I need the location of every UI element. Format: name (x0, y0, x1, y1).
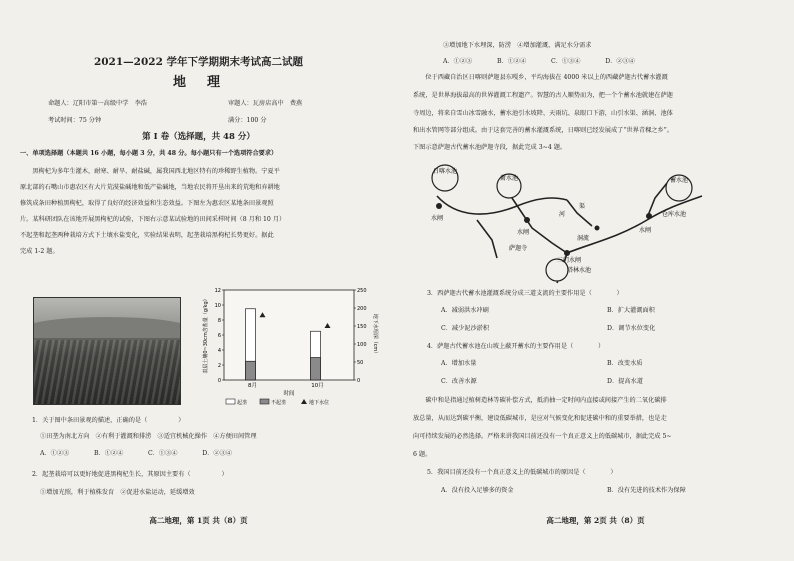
label-culvert: 洞流 (577, 235, 590, 242)
legend-swatch-ridge (226, 399, 235, 404)
legend-label: 起垄 (237, 400, 248, 406)
question-5-choice-a: A．没有投入足够多的资金 (441, 487, 514, 494)
label-temple: 萨迦寺 (509, 245, 528, 252)
question-4-choice-a: A．增加水量 (441, 360, 477, 367)
right-footer: 高二地理，第 2页 共（8）页 (546, 516, 645, 525)
passage2-line: 寺周边，将来自雪山冰雪融水，蓄水池引水坡降、天雨坑、泉眼口下游，山引水渠、涵洞、池体 (413, 110, 673, 117)
y-right-tick-label: 150 (357, 324, 367, 330)
subject-title: 地 理 (172, 75, 224, 90)
x-axis-title: 时间 (283, 391, 295, 397)
y-right-tick-label: 200 (357, 306, 367, 312)
channel-west (437, 196, 567, 214)
gate-marker (595, 226, 600, 231)
section1-heading: 一、单项选择题（本题共 16 小题，每小题 3 分，共 48 分。每小题只有一个选项符合要求） (20, 150, 278, 157)
passage2-line: 下图示意萨迦古代蓄水池萨迦寺段，据此完成 3~4 题。 (413, 144, 567, 151)
label-south-pool: 塔林水池 (567, 267, 592, 274)
y-tick-label: 4 (217, 348, 221, 354)
y-right-tick-label: 50 (357, 360, 364, 366)
left-footer: 高二地理，第 1页 共（8）页 (149, 516, 248, 525)
x-tick-label: 10月 (311, 383, 324, 389)
question-3-choice-a: A．减弱洪水冲刷 (441, 307, 489, 314)
question-2-options: ①增加光照，利于植株发育 ②促进水盐运动，延缓增效 (40, 489, 195, 496)
gate-marker (646, 213, 652, 219)
question-4-choice-c: C．改善水源 (441, 378, 477, 385)
exam-title: 2021—2022 学年下学期期末考试高二试题 (93, 56, 304, 68)
label-three-gates: 三门水闸 (557, 257, 582, 264)
passage3-line: 向可持续发展的必然选择。严格来讲我国目前还没有一个真正意义上的低碳城市，据此完成 5~ (413, 433, 672, 440)
part1-title: 第 Ⅰ 卷（选择题，共 48 分） (142, 132, 255, 142)
question-1-choices: A．①②③ B．①②④ C．①③④ D．②③④ (40, 450, 232, 457)
y-tick-label: 8 (217, 318, 221, 324)
reviewer-line: 审题人：瓦房店高中 费燕 (228, 100, 303, 107)
gate-marker (564, 250, 570, 256)
time-line: 考试时间：75 分钟 (48, 117, 102, 124)
score-line: 满分：100 分 (228, 117, 267, 124)
plot-frame (224, 290, 354, 380)
gate-marker (524, 217, 530, 223)
y-tick-label: 2 (217, 363, 221, 369)
question-4-choice-d: D．提高水道 (607, 378, 643, 385)
passage2-line: 和出水管网等部分组成。由于这套完善的蓄水灌溉系统，日喀则已经发展成了“世界青稞之乡”。 (413, 127, 674, 134)
y-right-tick-label: 100 (357, 342, 367, 348)
channel-branch (477, 220, 497, 258)
label-gate-3: 水闸 (639, 227, 652, 234)
question-4-choice-b: B．改变水质 (607, 360, 643, 367)
y-right-tick-label: 250 (357, 288, 367, 294)
passage1-line: 黑枸杞为多年生灌木，耐寒、耐旱、耐盐碱，属我国西北地区特有的珍稀野生植物。宁夏平 (20, 168, 280, 175)
question-2: 2．起垄栽培可以更好地促进黑枸杞生长，其原因主要有（ ） (32, 471, 228, 478)
passage1-line: 不起垄和起垄两种栽培方式下土壤水盐变化，实验结果表明，起垄栽培黑枸杞长势更好。据此 (20, 232, 274, 239)
question-1: 1．关于图中条田景观的描述，正确的是（ ） (32, 417, 185, 424)
legend-swatch-no-ridge (260, 399, 269, 404)
top-options: ③增加地下水埋深，防涝 ④增加灌溉，满足水分需求 (443, 42, 592, 49)
passage3-line: 放总量，从而达到碳平衡，建设低碳城市，是应对气候变化和促进碳中和的重要举措，也是走 (413, 415, 667, 422)
label-gate-1: 水闸 (431, 215, 444, 222)
label-channel: 渠 (579, 203, 586, 210)
salinity-bar-chart (184, 282, 394, 408)
label-north-pool: 日喀水池 (432, 168, 458, 175)
right-page (397, 0, 794, 561)
question-1-options: ①田垄为南北方向 ②有利于灌溉和排涝 ③适宜机械化操作 ④方便田间管理 (40, 433, 257, 440)
passage2-line: 位于西藏自治区日喀则萨迦县东嘎乡，平均海拔在 4000 米以上的西藏萨迦古代蓄水灌溉 (413, 74, 668, 81)
legend-label: 不起垄 (271, 400, 287, 406)
y-axis-title: 表层土壤0~30cm含盐量（g/kg） (203, 296, 209, 374)
y-tick-label: 12 (214, 288, 221, 294)
question-3-choice-d: D．调节水位变化 (607, 325, 656, 332)
irrigation-diagram (417, 158, 717, 288)
legend-swatch-groundwater (301, 399, 307, 404)
label-gate-2: 水闸 (517, 229, 530, 236)
author-line: 命题人：辽阳市第一高级中学 李浩 (48, 100, 147, 107)
y-tick-label: 10 (214, 303, 221, 309)
passage1-line: 完成 1-2 题。 (20, 248, 59, 255)
question-3-choice-c: C．减少泥沙淤积 (441, 325, 490, 332)
label-middle-pool: 萧水池 (499, 175, 519, 182)
top-choices: A．①②③ B．①②④ C．①③④ D．②③④ (443, 58, 635, 65)
x-tick-label: 8月 (248, 383, 257, 389)
passage3-line: 碳中和是指通过植树造林等碳补偿方式，抵消抽一定时间内直接或间接产生的二氧化碳排 (413, 397, 667, 404)
question-5: 5．我国目前还没有一个真正意义上的低碳城市的原因是（ ） (427, 469, 617, 476)
label-east-pool: 仓库水池 (662, 211, 687, 218)
legend-label: 地下水位 (309, 400, 330, 406)
y-right-tick-label: 0 (357, 378, 361, 384)
label-east-pool2: 蓄水池 (669, 177, 689, 184)
passage2-line: 系统，是世界海拔最高的世界灌溉工程遗产。智慧的古人顺势而为，把一个个蓄水池就建在萨迦 (413, 92, 673, 99)
y-right-axis-title: 地下水埋深（cm） (372, 313, 378, 357)
bar-no-ridge (311, 358, 321, 381)
y-tick-label: 6 (217, 333, 221, 339)
label-river: 河 (559, 211, 566, 218)
question-4: 4．萨迦古代蓄水池在山坡上蔽开蓄水的主要作用是（ ） (427, 343, 605, 350)
passage3-line: 6 题。 (413, 451, 432, 458)
bar-no-ridge (246, 361, 256, 380)
question-3: 3．西萨迦古代蓄水池灌溉系统分成三道支流的主要作用是（ ） (427, 290, 623, 297)
gate-marker (436, 203, 442, 209)
passage1-line: 修筑成条田种植黑枸杞，取得了良好的经济效益和生态效益。下图左为惠农区某地条田景观照 (20, 200, 274, 207)
y-tick-label: 0 (217, 378, 221, 384)
passage1-line: 片。某科研团队在该地开展黑枸杞的试验，下图右示意某试验地的田间采样时间（8 月和 10 月） (20, 216, 286, 223)
question-5-choice-b: B．没有先进的技术作为保障 (607, 487, 686, 494)
channel-east (567, 196, 702, 253)
passage1-line: 原北部的石嘴山市惠农区有大片荒漠盐碱地和低产盐碱地，当地农民将开垦出来的荒地和弃耕地 (20, 184, 280, 191)
question-3-choice-b: B．扩大灌溉面积 (607, 307, 655, 314)
field-photo (33, 297, 181, 405)
